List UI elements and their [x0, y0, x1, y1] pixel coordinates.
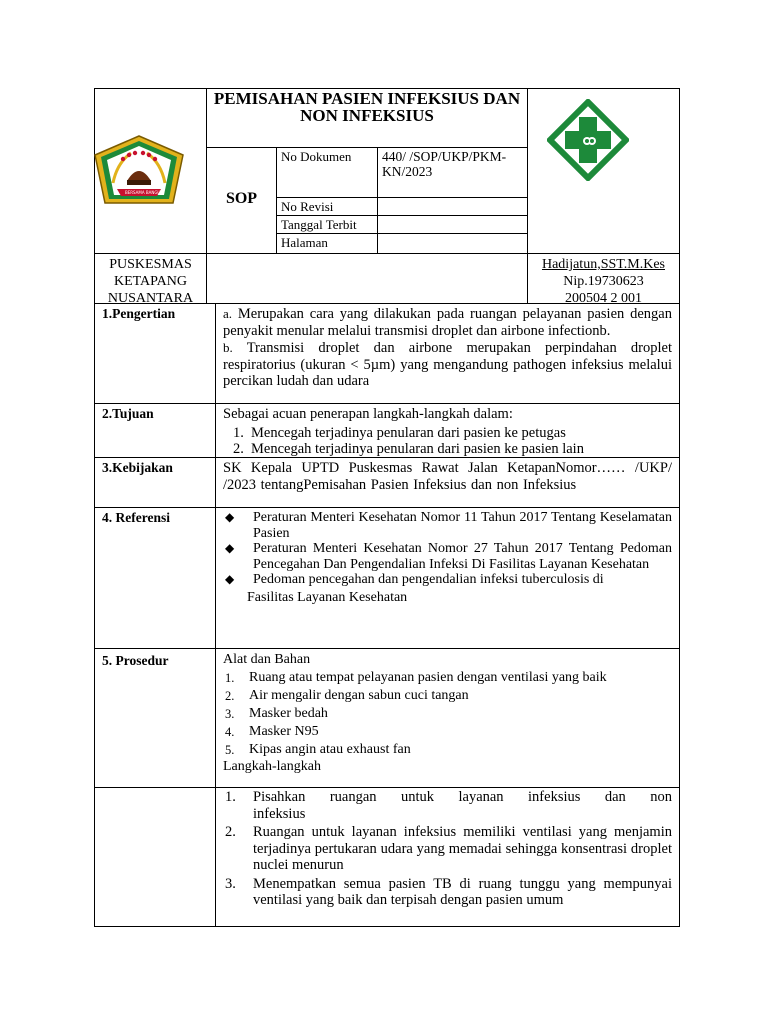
- organization-middle-cell: [206, 253, 528, 304]
- item-text: Transmisi droplet dan airbone merupakan perpindahan droplet respiratorius (ukuran < 5µm) yang mengandung pathogen infeksius melalui percikan ludah dan udara: [223, 340, 672, 389]
- organization-line-3: NUSANTARA: [107, 291, 194, 306]
- sop-label: SOP: [225, 190, 258, 207]
- section-label: 5. Prosedur: [94, 648, 216, 788]
- field-label-no-dokumen: No Dokumen: [276, 147, 378, 198]
- field-label-tanggal-terbit: Tanggal Terbit: [276, 215, 378, 234]
- item-number: 1.: [225, 671, 235, 685]
- item-number: 2.: [233, 441, 244, 457]
- signer-nip-1: Nip.19730623: [563, 274, 644, 289]
- section-content: [215, 507, 680, 649]
- field-value-tanggal-terbit: [377, 215, 528, 234]
- field-label-halaman: Halaman: [276, 233, 378, 254]
- section-kebijakan: [94, 457, 680, 508]
- step-number: 1.: [225, 789, 236, 805]
- section-content: SK Kepala UPTD Puskesmas Rawat Jalan KetapanNomor…… /UKP/ /2023 tentangPemisahan Pasien Infeksius dan non Infeksius: [215, 457, 680, 508]
- list-item: [223, 706, 672, 722]
- diamond-bullet-icon: ◆: [225, 510, 235, 524]
- item-marker: b.: [223, 340, 233, 355]
- section-prosedur: [94, 648, 680, 788]
- reference-item: [223, 572, 672, 588]
- item-number: 2.: [225, 689, 235, 703]
- step-number: 2.: [225, 824, 236, 840]
- organization-cell: [94, 253, 207, 304]
- procedure-step: [223, 789, 672, 822]
- signer-block: [528, 256, 679, 307]
- list-item: [223, 742, 672, 758]
- field-value-halaman: [377, 233, 528, 254]
- langkah-heading: Langkah-langkah: [223, 759, 321, 774]
- field-value-no-dokumen: 440/ /SOP/UKP/PKM-KN/2023: [377, 147, 528, 198]
- organization-line-2: KETAPANG: [113, 274, 188, 289]
- item-text: Peraturan Menteri Kesehatan Nomor 27 Tahun 2017 Tentang Pedoman Pencegahan Dan Pengendalian Infeksi Di Fasilitas Layanan Kesehatan: [253, 541, 672, 572]
- item-text: Ruang atau tempat pelayanan pasien dengan ventilasi yang baik: [249, 670, 607, 685]
- organization-line-1: PUSKESMAS: [109, 257, 192, 272]
- field-value-no-revisi: [377, 197, 528, 216]
- section-prosedur-steps: [94, 787, 680, 927]
- reference-item: [223, 510, 672, 541]
- item-text: Merupakan cara yang dilakukan pada ruangan pelayanan pasien dengan penyakit menular melalui transmisi droplet dan airbone infectionb.: [223, 306, 672, 339]
- item-text: Mencegah terjadinya penularan dari pasien ke pasien lain: [251, 441, 584, 457]
- alat-heading: Alat dan Bahan: [223, 652, 311, 667]
- item-marker: a.: [223, 306, 233, 321]
- section-label: 4. Referensi: [94, 507, 216, 649]
- item-number: 5.: [225, 743, 235, 757]
- sop-label-cell: [206, 147, 277, 254]
- procedure-step: [223, 824, 672, 874]
- step-text: Ruangan untuk layanan infeksius memiliki ventilasi yang menjamin terjadinya pertukaran udara yang memadai sehingga konsentrasi droplet nuclei menurun: [253, 824, 672, 873]
- item-text: Masker bedah: [249, 706, 328, 721]
- puskesmas-logo-icon: [547, 99, 629, 181]
- pengertian-item-a: [223, 306, 672, 339]
- section-pengertian: [94, 303, 680, 404]
- reference-item: [223, 541, 672, 572]
- item-number: 1.: [233, 424, 244, 441]
- item-text: Mencegah terjadinya penularan dari pasien ke petugas: [251, 424, 566, 441]
- field-label-no-revisi: No Revisi: [276, 197, 378, 216]
- regency-crest-icon: [91, 133, 187, 211]
- procedure-step: [223, 876, 672, 909]
- puskesmas-logo-cell: [527, 88, 680, 254]
- step-number: 3.: [225, 875, 236, 892]
- section-content: [215, 787, 680, 927]
- list-item: [223, 724, 672, 740]
- item-text: Kipas angin atau exhaust fan: [249, 742, 411, 757]
- document-title-cell: [206, 88, 528, 148]
- section-label: 2.Tujuan: [94, 403, 216, 458]
- section-label: 1.Pengertian: [94, 303, 216, 404]
- reference-tail: Fasilitas Layanan Kesehatan: [247, 589, 408, 605]
- list-item: [223, 688, 672, 704]
- item-number: 4.: [225, 725, 235, 739]
- step-text: Menempatkan semua pasien TB di ruang tunggu yang mempunyai ventilasi yang baik dan terpisah dengan pasien umum: [253, 875, 672, 908]
- document-title: PEMISAHAN PASIEN INFEKSIUS DAN NON INFEKSIUS: [213, 89, 521, 125]
- regency-logo-cell: [94, 88, 207, 254]
- section-label-empty: [94, 787, 216, 927]
- signer-cell: [527, 253, 680, 304]
- item-text: Masker N95: [249, 724, 319, 739]
- item-text: Air mengalir dengan sabun cuci tangan: [249, 688, 469, 703]
- item-number: 3.: [225, 707, 235, 721]
- section-content: [215, 648, 680, 788]
- section-tujuan: [94, 403, 680, 458]
- list-item: [223, 670, 672, 686]
- list-item: [223, 425, 672, 442]
- signer-nip-2: 200504 2 001: [565, 291, 642, 306]
- step-text: Pisahkan ruangan untuk layanan infeksius dan non infeksius: [253, 789, 672, 822]
- tujuan-intro: Sebagai acuan penerapan langkah-langkah dalam:: [223, 406, 513, 422]
- regency-logo-ribbon-text: BERSAMA BANGUN: [125, 190, 164, 195]
- list-item: [223, 441, 672, 458]
- diamond-bullet-icon: ◆: [225, 541, 235, 555]
- sop-header: [94, 88, 680, 304]
- signer-name: Hadijatun,SST.M.Kes: [541, 257, 665, 272]
- section-referensi: [94, 507, 680, 649]
- diamond-bullet-icon: ◆: [225, 572, 235, 586]
- section-content: [215, 403, 680, 458]
- section-label: 3.Kebijakan: [94, 457, 216, 508]
- item-text: Peraturan Menteri Kesehatan Nomor 11 Tahun 2017 Tentang Keselamatan Pasien: [253, 510, 672, 541]
- section-content: [215, 303, 680, 404]
- pengertian-item-b: [223, 340, 672, 390]
- item-text: Pedoman pencegahan dan pengendalian infeksi tuberculosis di: [253, 572, 604, 587]
- organization-name: [95, 256, 206, 307]
